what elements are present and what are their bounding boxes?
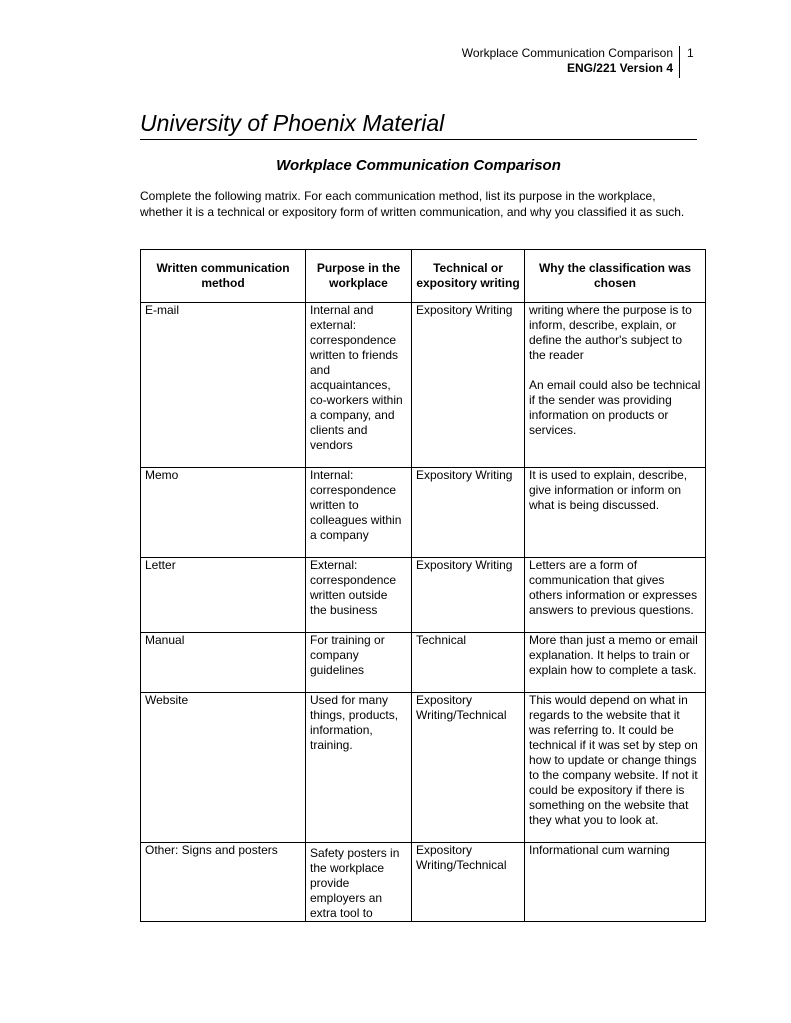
table-row xyxy=(141,303,706,468)
cell-purpose: Safety posters in the workplace provide employers an extra tool to xyxy=(306,843,412,922)
cell-type: Expository Writing/Technical xyxy=(412,693,525,843)
running-header-title: Workplace Communication Comparison xyxy=(461,46,673,60)
cell-why xyxy=(525,303,706,468)
column-header-type: Technical or expository writing xyxy=(412,250,525,303)
table-row xyxy=(141,633,706,693)
cell-purpose: Internal and external: correspondence written to friends and acquaintances, co-workers within a company, and clients and vendors xyxy=(306,303,412,468)
cell-method: Website xyxy=(141,693,306,843)
table-row xyxy=(141,843,706,922)
cell-purpose: For training or company guidelines xyxy=(306,633,412,693)
university-title: University of Phoenix Material xyxy=(140,109,697,140)
cell-type: Expository Writing xyxy=(412,558,525,633)
header-divider xyxy=(679,46,680,78)
running-header-course: ENG/221 Version 4 xyxy=(566,61,673,75)
cell-type: Expository Writing xyxy=(412,468,525,558)
cell-method: Other: Signs and posters xyxy=(141,843,306,922)
column-header-method: Written communication method xyxy=(141,250,306,303)
cell-why: It is used to explain, describe, give information or inform on what is being discussed. xyxy=(525,468,706,558)
document-title: Workplace Communication Comparison xyxy=(276,157,561,174)
cell-why-extra: An email could also be technical if the sender was providing information on products or services. xyxy=(529,378,701,437)
table-row xyxy=(141,693,706,843)
page-header xyxy=(0,44,791,80)
table-row xyxy=(141,558,706,633)
cell-method: Letter xyxy=(141,558,306,633)
table-row xyxy=(141,468,706,558)
cell-method: E-mail xyxy=(141,303,306,468)
cell-why-text: writing where the purpose is to inform, describe, explain, or define the author's subject to the reader xyxy=(529,303,692,362)
column-header-purpose: Purpose in the workplace xyxy=(306,250,412,303)
cell-method: Manual xyxy=(141,633,306,693)
cell-purpose: Used for many things, products, information, training. xyxy=(306,693,412,843)
cell-purpose: Internal: correspondence written to colleagues within a company xyxy=(306,468,412,558)
cell-why: Informational cum warning xyxy=(525,843,706,922)
cell-why: More than just a memo or email explanation. It helps to train or explain how to complete a task. xyxy=(525,633,706,693)
cell-why: This would depend on what in regards to the website that it was referring to. It could be technical if it was set by step on how to update or change things to the company website. If not it could be expository if there is something on the website that they what you to look at. xyxy=(525,693,706,843)
cell-type: Technical xyxy=(412,633,525,693)
page-number: 1 xyxy=(687,46,694,60)
cell-type: Expository Writing/Technical xyxy=(412,843,525,922)
comparison-matrix xyxy=(140,249,706,922)
cell-why: Letters are a form of communication that gives others information or expresses answers to previous questions. xyxy=(525,558,706,633)
instructions-paragraph: Complete the following matrix. For each communication method, list its purpose in the workplace, whether it is a technical or expository form of written communication, and why you classified it as such. xyxy=(140,189,685,219)
cell-method: Memo xyxy=(141,468,306,558)
cell-purpose: External: correspondence written outside the business xyxy=(306,558,412,633)
cell-type: Expository Writing xyxy=(412,303,525,468)
header-row xyxy=(141,250,706,303)
running-header xyxy=(462,46,673,76)
column-header-why: Why the classification was chosen xyxy=(525,250,706,303)
